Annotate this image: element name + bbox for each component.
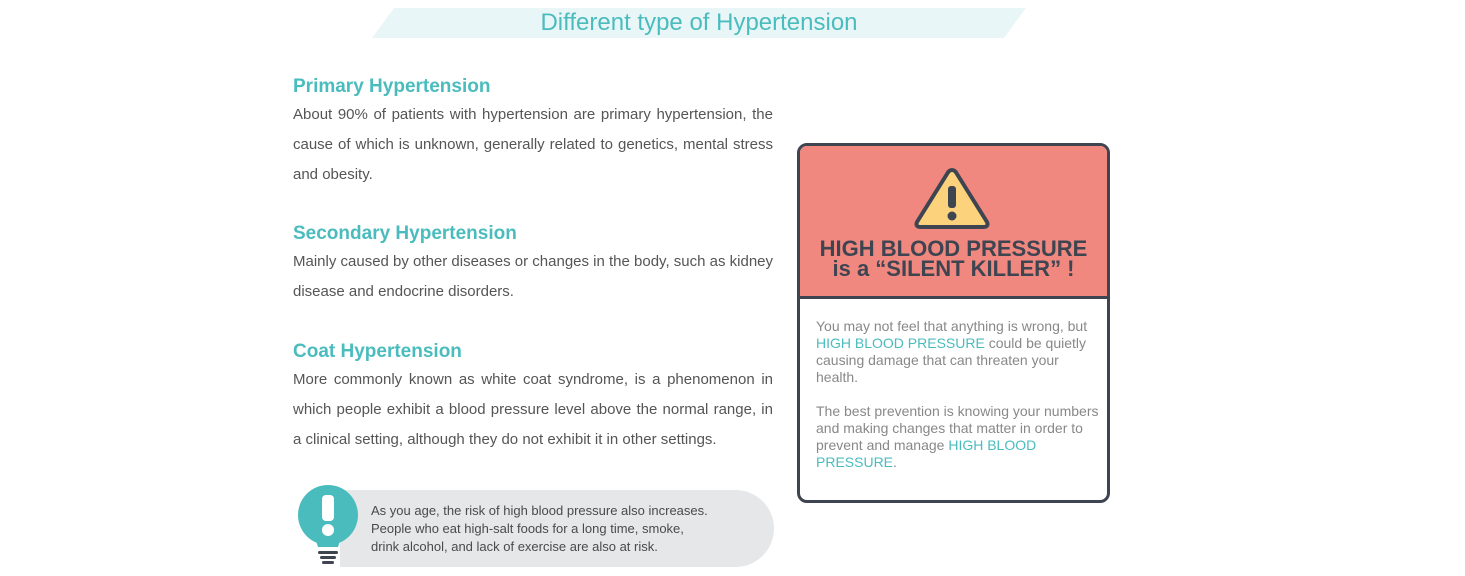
tip-line: As you age, the risk of high blood pressure also increases. <box>371 503 708 518</box>
card-paragraph <box>816 403 1101 471</box>
tip-text <box>371 502 766 556</box>
section-heading: Coat Hypertension <box>293 341 462 362</box>
card-text: . <box>893 454 897 470</box>
section-body: About 90% of patients with hypertension are primary hypertension, the cause of which is unknown, generally related to genetics, mental stress and obesity. <box>293 106 773 183</box>
card-text: The best prevention is knowing your numbers and making changes that matter in order to prevent and manage <box>816 403 1099 453</box>
card-text: could be quietly causing damage that can threaten your health. <box>816 335 1087 385</box>
warning-triangle-icon <box>913 166 991 230</box>
section-body: More commonly known as white coat syndrome, is a phenomenon in which people exhibit a blood pressure level above the normal range, in a clinical setting, although they do not exhibit it in other settings. <box>293 371 773 448</box>
card-text: You may not feel that anything is wrong, but <box>816 318 1088 334</box>
card-header <box>800 146 1107 299</box>
section-primary <box>293 74 773 190</box>
section-secondary <box>293 221 773 307</box>
card-highlight: HIGH BLOOD PRESSURE <box>816 335 985 351</box>
silent-killer-card <box>797 143 1110 503</box>
lightbulb-exclamation-icon <box>296 485 360 565</box>
headline-line: HIGH BLOOD PRESSURE <box>819 236 1088 261</box>
section-coat <box>293 339 773 455</box>
tip-line: People who eat high-salt foods for a long time, smoke, <box>371 521 684 536</box>
section-heading: Primary Hypertension <box>293 76 491 97</box>
headline-line: is a “SILENT KILLER” ! <box>832 256 1075 281</box>
section-body: Mainly caused by other diseases or changes in the body, such as kidney disease and endocrine disorders. <box>293 253 773 300</box>
section-heading: Secondary Hypertension <box>293 223 517 244</box>
card-body <box>816 318 1101 488</box>
page-title: Different type of Hypertension <box>540 9 858 36</box>
card-headline <box>800 236 1107 281</box>
tip-line: drink alcohol, and lack of exercise are also at risk. <box>371 539 658 554</box>
card-paragraph <box>816 318 1101 386</box>
card-highlight: HIGH BLOOD PRESSURE <box>816 437 1037 470</box>
